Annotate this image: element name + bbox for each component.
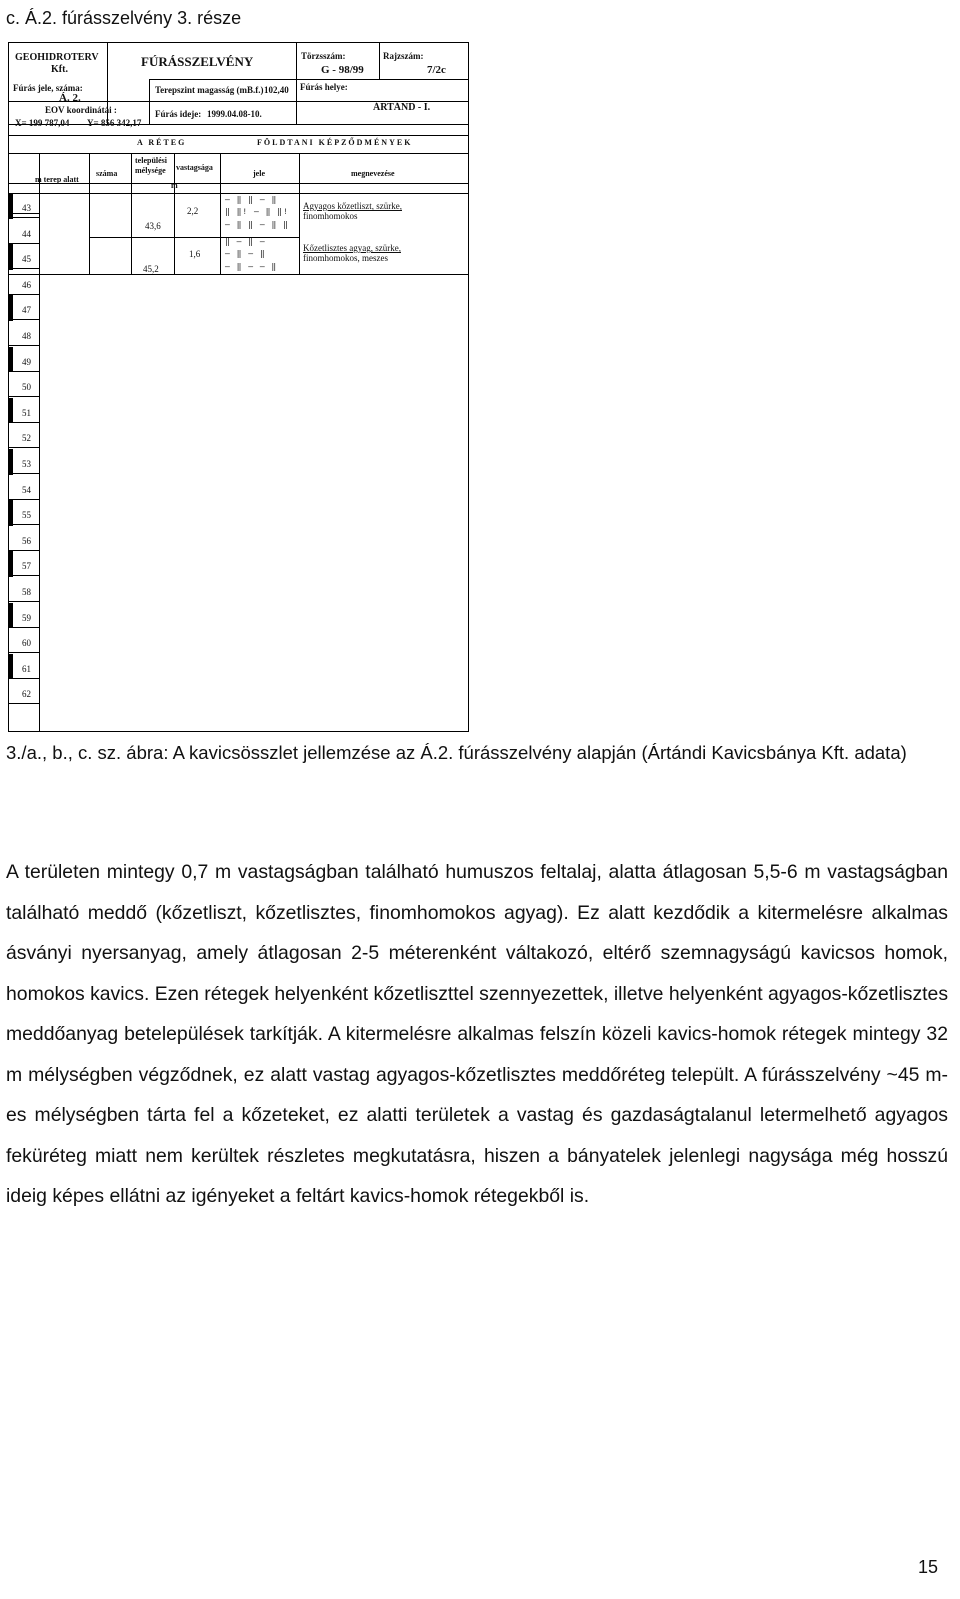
- lithology-symbol: — ‖ — — ‖: [225, 263, 278, 272]
- depth-tick: [9, 268, 39, 269]
- depth-tick: [9, 319, 39, 320]
- body-paragraph: A területen mintegy 0,7 m vastagságban található humuszos feltalaj, alatta átlagosan 5,5-6 m vastagságban található meddő (kőzetliszt, kőzetlisztes, finomhomokos agyag). Ez alatt kezdődik a kitermelésre alkalmas ásványi nyersanyag, amely átlagosan 2-5 méterenként váltakozó, eltérő szemnagyságú kavicsos homok, homokos kavics. Ezen rétegek helyenként kőzetliszttel szennyezettek, illetve helyenként agyagos-kőzetlisztes meddőanyag betelepülések tarkítják. A kitermelésre alkalmas felszín közeli kavics-homok rétegek mintegy 32 m mélységben végződnek, ez alatt vastag agyagos-kőzetlisztes meddőréteg települt. A fúrásszelvény ~45 m-es mélységben tárta fel a kőzeteket, ez alatti területek a vastag és gazdaságtalanul letermelhető agyagos feküréteg miatt nem kerültek részletes megkutatásra, hiszen a bányatelek jelenlegi nagysága még hosszú ideig képes ellátni az igényeket a feltárt kavics-homok rétegekből is.: [6, 861, 949, 1207]
- layer1-desc-1: Agyagos kőzetliszt, szürke,: [303, 201, 402, 211]
- ido-value: 1999.04.08-10.: [207, 109, 262, 119]
- depth-scale-bar: [9, 295, 13, 321]
- terep-value: 102,40: [264, 85, 289, 95]
- col-jele: jele: [253, 169, 265, 178]
- depth-scale-bar: [9, 449, 13, 475]
- lithology-symbol: ‖ ‖! — ‖ ‖!: [225, 208, 289, 217]
- hely-value: ÁRTÁND - I.: [373, 102, 431, 113]
- depth-tick: [9, 371, 39, 372]
- depth-tick: [9, 473, 39, 474]
- depth-tick: [9, 294, 39, 295]
- eov-label: EOV koordinátái :: [45, 105, 117, 115]
- company-suffix: Kft.: [51, 64, 68, 75]
- col-melyseg-1: települési: [135, 156, 167, 165]
- depth-tick: [9, 703, 39, 704]
- hely-label: Fúrás helye:: [300, 82, 348, 92]
- col-megnevezese: megnevezése: [351, 169, 395, 178]
- depth-label: 60: [22, 638, 31, 649]
- depth-label: 46: [22, 279, 31, 290]
- col-terep: m terep alatt: [35, 175, 79, 184]
- depth-scale-bar: [9, 551, 13, 577]
- depth-tick: [9, 447, 39, 448]
- depth-scale-bar: [9, 398, 13, 424]
- depth-label: 50: [22, 382, 31, 393]
- depth-label: 47: [22, 305, 31, 316]
- col-melyseg-2: mélysége: [135, 166, 166, 175]
- company-name: GEOHIDROTERV: [15, 52, 99, 63]
- col-m: m: [171, 181, 178, 190]
- page-number: 15: [917, 1557, 938, 1577]
- depth-tick: [9, 678, 39, 679]
- rajz-value: 7/2c: [427, 64, 446, 76]
- depth-tick: [9, 499, 39, 500]
- depth-tick: [9, 627, 39, 628]
- depth-label: 45: [22, 254, 31, 265]
- depth-label: 58: [22, 587, 31, 597]
- depth-label: 55: [22, 510, 31, 521]
- depth-tick: [9, 396, 39, 397]
- depth-label: 54: [22, 484, 31, 495]
- depth-tick: [9, 524, 39, 525]
- layer2-desc-1: Kőzetlisztes agyag, szürke,: [303, 243, 401, 253]
- layer1-depth: 43,6: [145, 221, 161, 231]
- foldtani-header: FÖLDTANI KÉPZŐDMÉNYEK: [257, 138, 413, 147]
- layer2-depth: 45,2: [143, 264, 159, 274]
- depth-label: 51: [22, 407, 31, 418]
- depth-label: 57: [22, 561, 31, 572]
- depth-tick: [9, 601, 39, 602]
- depth-label: 44: [22, 228, 31, 239]
- lithology-symbol: — ‖ ‖ — ‖ ‖: [225, 221, 289, 230]
- depth-scale-bar: [9, 603, 13, 629]
- depth-tick: [9, 345, 39, 346]
- lithology-symbol: ‖ — ‖ —: [225, 238, 266, 247]
- depth-label: 59: [22, 612, 31, 623]
- layer1-thickness: 2,2: [187, 206, 199, 216]
- depth-label: 53: [22, 459, 31, 469]
- layer2-desc-2: finomhomokos, meszes: [303, 253, 388, 263]
- depth-label: 52: [22, 433, 31, 444]
- y-coordinate: Y= 856 342,17: [87, 118, 142, 128]
- depth-scale-bar: [9, 500, 13, 526]
- rajz-label: Rajzszám:: [383, 51, 424, 61]
- depth-tick: [9, 575, 39, 576]
- layer2-thickness: 1,6: [189, 249, 201, 259]
- col-vastag: vastagsága: [176, 163, 213, 172]
- depth-label: 62: [22, 689, 31, 700]
- lithology-symbol: — ‖ — ‖: [225, 250, 266, 259]
- torzs-label: Törzsszám:: [301, 51, 346, 61]
- depth-label: 56: [22, 535, 31, 546]
- figure-caption: 3./a., b., c. sz. ábra: A kavicsösszlet jellemzése az Á.2. fúrásszelvény alapján (Ártándi Kavicsbánya Kft. adata): [6, 742, 907, 763]
- lithology-symbol: — ‖ ‖ — ‖: [225, 196, 278, 205]
- terep-label: Terepszint magasság (mB.f.): [155, 85, 264, 95]
- depth-tick: [9, 550, 39, 551]
- depth-label: 48: [22, 331, 31, 341]
- depth-scale-bar: [9, 193, 13, 219]
- depth-label: 49: [22, 356, 31, 367]
- depth-scale-bar: [9, 347, 13, 373]
- depth-scale-bar: [9, 654, 13, 680]
- depth-tick: [9, 243, 39, 244]
- depth-tick: [9, 422, 39, 423]
- log-title: FÚRÁSSZELVÉNY: [141, 54, 254, 69]
- depth-tick: [9, 217, 39, 218]
- depth-label: 43: [22, 203, 31, 213]
- layer1-desc-2: finomhomokos: [303, 211, 358, 221]
- depth-label: 61: [22, 663, 31, 674]
- col-szama: száma: [96, 169, 118, 178]
- jel-label: Fúrás jele, száma:: [13, 83, 83, 93]
- jel-value: Á. 2.: [59, 92, 81, 104]
- ido-label: Fúrás ideje:: [155, 109, 202, 119]
- section-heading: c. Á.2. fúrásszelvény 3. része: [6, 8, 242, 28]
- depth-scale-bar: [9, 244, 13, 270]
- x-coordinate: X= 199 787,04: [15, 118, 70, 128]
- depth-tick: [9, 652, 39, 653]
- torzs-value: G - 98/99: [321, 64, 364, 76]
- borehole-log-figure: [8, 42, 469, 732]
- reteg-header: A RÉTEG: [137, 138, 187, 147]
